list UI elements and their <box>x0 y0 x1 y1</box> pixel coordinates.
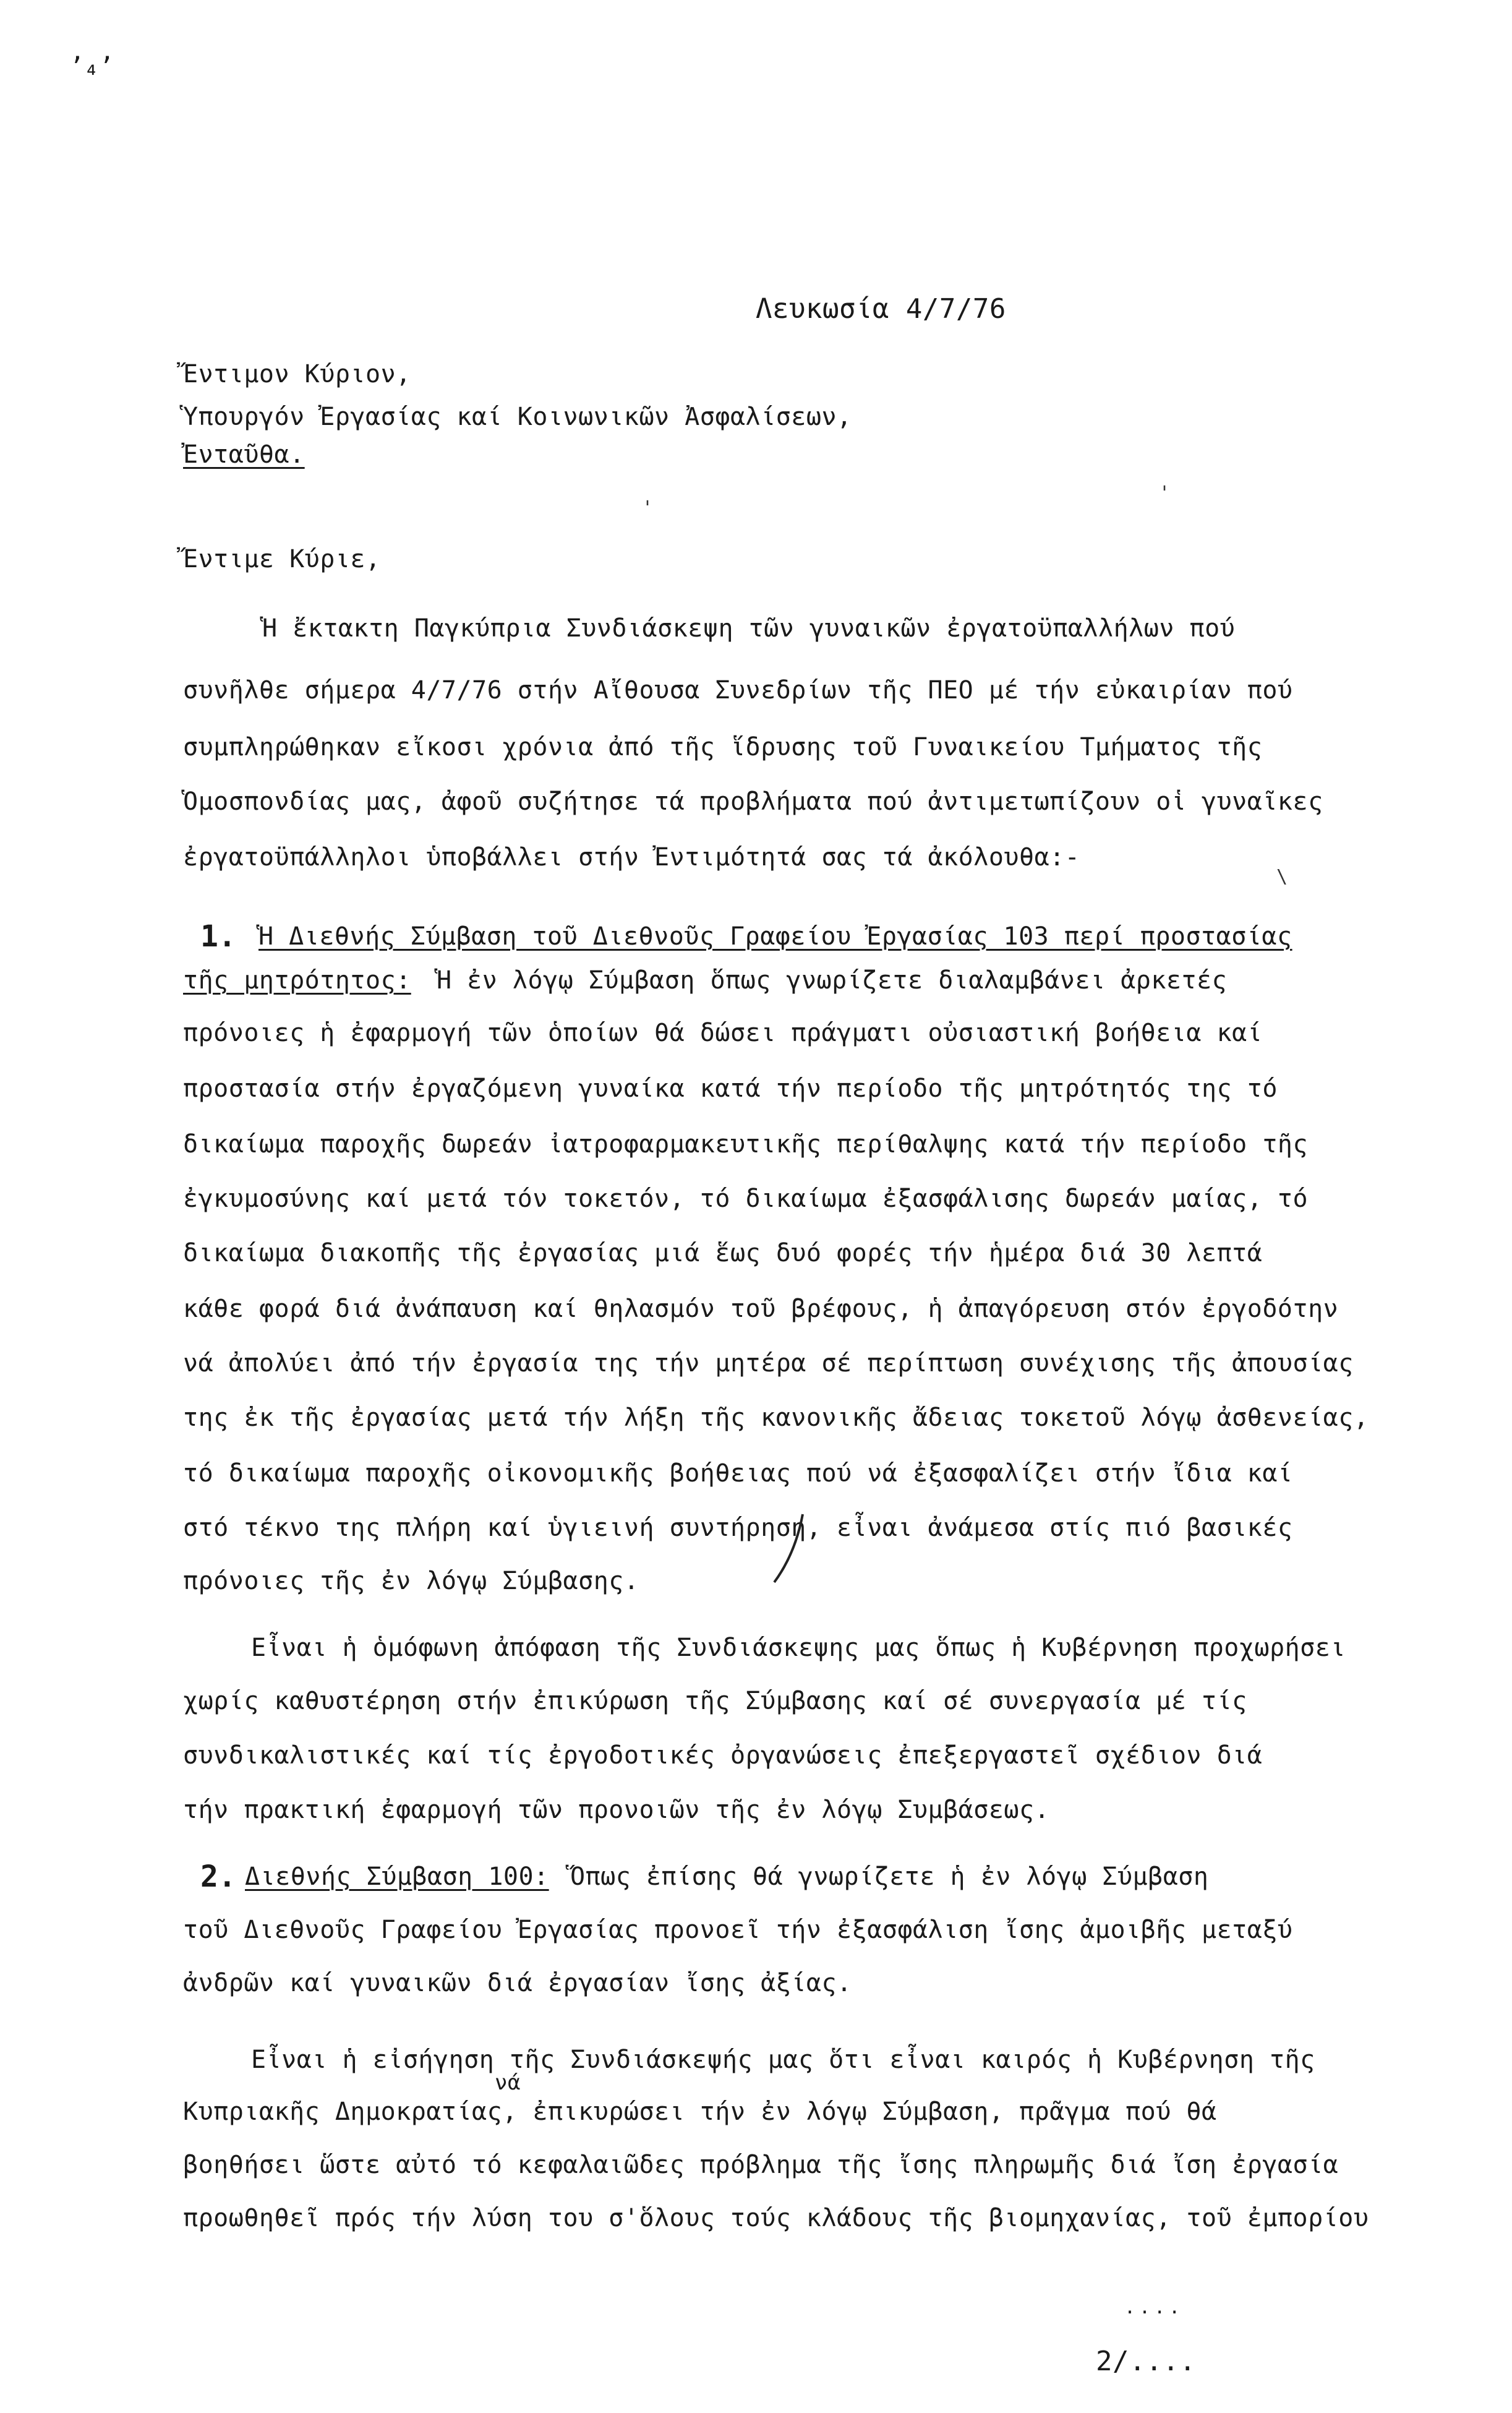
section-1-heading-cont: τῆς μητρότητος: <box>183 966 411 995</box>
intro-line: Ὁμοσπονδίας μας, ἀφοῦ συζήτησε τά προβλήματα πού ἀντιμετωπίζουν οἱ γυναῖκες <box>183 787 1323 816</box>
speck: ' <box>642 497 654 519</box>
intro-line: συνῆλθε σήμερα 4/7/76 στήν Αἴθουσα Συνεδρίων τῆς ΠΕΟ μέ τήν εὐκαιρίαν πού <box>183 676 1293 705</box>
section-2-number: 2. <box>200 1859 236 1894</box>
recipient-line-3: Ἐνταῦθα. <box>183 440 305 469</box>
handwritten-insert: νά <box>495 2070 521 2095</box>
page-marker: 2/.... <box>1096 2346 1196 2377</box>
section-1-para2-line: χωρίς καθυστέρηση στήν ἐπικύρωση τῆς Σύμβασης καί σέ συνεργασία μέ τίς <box>183 1687 1247 1715</box>
continuation-dots: .... <box>1124 2297 1184 2318</box>
section-2-line: ἀνδρῶν καί γυναικῶν διά ἐργασίαν ἴσης ἀξίας. <box>183 1969 852 1997</box>
section-1-line: δικαίωμα παροχῆς δωρεάν ἰατροφαρμακευτικῆς περίθαλψης κατά τήν περίοδο τῆς <box>183 1130 1309 1159</box>
section-1-line: δικαίωμα διακοπῆς τῆς ἐργασίας μιά ἕως δυό φορές τήν ἡμέρα διά 30 λεπτά <box>183 1239 1263 1267</box>
intro-line: ἐργατοϋπάλληλοι ὑποβάλλει στήν Ἐντιμότητά σας τά ἀκόλουθα:- <box>183 843 1080 872</box>
dateline: Λευκωσία 4/7/76 <box>756 293 1006 325</box>
section-1-line: πρόνοιες τῆς ἐν λόγῳ Σύμβασης. <box>183 1567 639 1595</box>
section-2-para2-line: Εἶναι ἡ εἰσήγηση τῆς Συνδιάσκεψής μας ὅτι εἶναι καιρός ἡ Κυβέρνηση τῆς <box>251 2046 1315 2074</box>
section-1-para2-line: Εἶναι ἡ ὁμόφωνη ἀπόφαση τῆς Συνδιάσκεψης μας ὅπως ἡ Κυβέρνηση προχωρήσει <box>251 1634 1346 1662</box>
section-1-line: νά ἀπολύει ἀπό τήν ἐργασία της τήν μητέρα σέ περίπτωση συνέχισης τῆς ἀπουσίας <box>183 1349 1354 1378</box>
section-2-para2-line: βοηθήσει ὥστε αὐτό τό κεφαλαιῶδες πρόβλημα τῆς ἴσης πληρωμῆς διά ἴση ἐργασία <box>183 2151 1339 2179</box>
section-1-line: της ἐκ τῆς ἐργασίας μετά τήν λήξη τῆς κανονικῆς ἄδειας τοκετοῦ λόγῳ ἀσθενείας, <box>183 1404 1369 1432</box>
section-1-line: ἐγκυμοσύνης καί μετά τόν τοκετόν, τό δικαίωμα ἐξασφάλισης δωρεάν μαίας, τό <box>183 1185 1309 1213</box>
salutation: Ἔντιμε Κύριε, <box>183 545 381 573</box>
handwritten-stroke <box>767 1509 816 1590</box>
intro-line: συμπληρώθηκαν εἴκοσι χρόνια ἀπό τῆς ἵδρυσης τοῦ Γυναικείου Τμήματος τῆς <box>183 733 1263 761</box>
section-1-first-line: Ἡ ἐν λόγῳ Σύμβαση ὅπως γνωρίζετε διαλαμβάνει ἀρκετές <box>437 966 1228 995</box>
section-2-line: τοῦ Διεθνοῦς Γραφείου Ἐργασίας προνοεῖ τήν ἐξασφάλιση ἴσης ἀμοιβῆς μεταξύ <box>183 1916 1293 1944</box>
section-1-para2-line: τήν πρακτική ἐφαρμογή τῶν προνοιῶν τῆς ἐν λόγῳ Συμβάσεως. <box>183 1796 1050 1824</box>
stray-mark: ʼ₄ʼ <box>69 53 114 81</box>
section-1-heading: Ἡ Διεθνής Σύμβαση τοῦ Διεθνοῦς Γραφείου Ἐργασίας 103 περί προστασίας <box>258 922 1292 951</box>
section-2-heading: Διεθνής Σύμβαση 100: <box>245 1862 549 1891</box>
section-1-line: στό τέκνο της πλήρη καί ὑγιεινή συντήρηση, εἶναι ἀνάμεσα στίς πιό βασικές <box>183 1514 1293 1542</box>
section-1-line: τό δικαίωμα παροχῆς οἰκονομικῆς βοήθειας πού νά ἐξασφαλίζει στήν ἴδια καί <box>183 1459 1293 1488</box>
speck: \ <box>1276 866 1288 888</box>
section-2-para2-line: Κυπριακῆς Δημοκρατίας, ἐπικυρώσει τήν ἐν λόγῳ Σύμβαση, πρᾶγμα πού θά <box>183 2098 1217 2126</box>
section-2-first-line: Ὅπως ἐπίσης θά γνωρίζετε ἡ ἐν λόγῳ Σύμβαση <box>570 1862 1209 1891</box>
speck: ' <box>1159 482 1171 504</box>
section-1-line: κάθε φορά διά ἀνάπαυση καί θηλασμόν τοῦ βρέφους, ἡ ἀπαγόρευση στόν ἐργοδότην <box>183 1295 1339 1323</box>
intro-line: Ἡ ἔκτακτη Παγκύπρια Συνδιάσκεψη τῶν γυναικῶν ἐργατοϋπαλλήλων πού <box>262 614 1236 643</box>
section-1-line: προστασία στήν ἐργαζόμενη γυναίκα κατά τήν περίοδο τῆς μητρότητός της τό <box>183 1074 1278 1103</box>
section-2-para2-line: προωθηθεῖ πρός τήν λύση του σ'ὅλους τούς κλάδους τῆς βιομηχανίας, τοῦ ἐμπορίου <box>183 2204 1369 2232</box>
section-1-number: 1. <box>200 919 236 954</box>
recipient-line-1: Ἔντιμον Κύριον, <box>183 360 411 388</box>
section-1-line: πρόνοιες ἡ ἐφαρμογή τῶν ὁποίων θά δώσει πράγματι οὐσιαστική βοήθεια καί <box>183 1019 1263 1047</box>
recipient-line-2: Ὑπουργόν Ἐργασίας καί Κοινωνικῶν Ἀσφαλίσεων, <box>183 403 852 431</box>
section-1-para2-line: συνδικαλιστικές καί τίς ἐργοδοτικές ὀργανώσεις ἐπεξεργαστεῖ σχέδιον διά <box>183 1741 1263 1770</box>
